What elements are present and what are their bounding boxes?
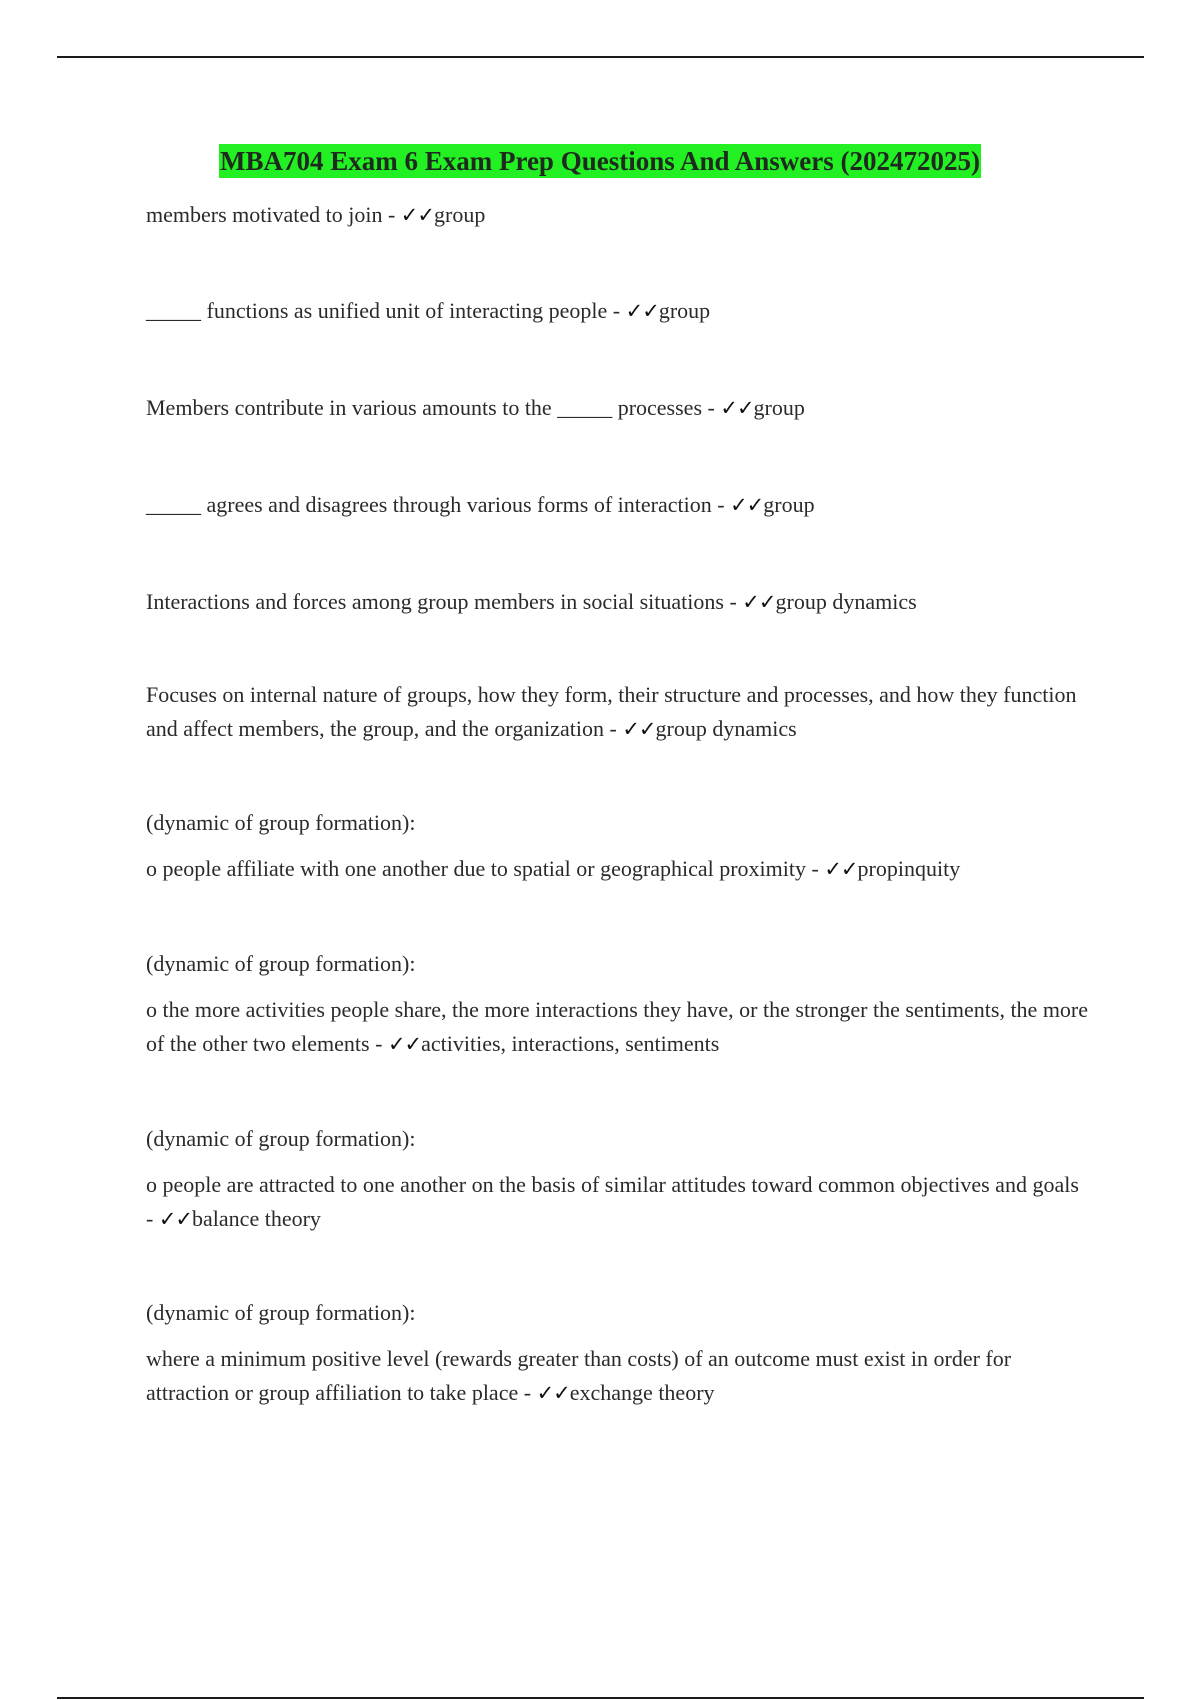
question-text: o people affiliate with one another due to spatial or geographical proximity [146, 856, 806, 881]
question-text: Members contribute in various amounts to the _____ processes [146, 395, 703, 420]
qa-line [146, 1168, 1090, 1236]
question-text: o the more activities people share, the more interactions they have, or the stronger the sentiments, the more of the other two elements [146, 997, 1089, 1056]
double-check-icon: ✓✓ [720, 396, 754, 420]
double-check-icon: ✓✓ [625, 299, 659, 323]
answer-text: group dynamics [775, 589, 917, 614]
qa-line [146, 198, 1090, 232]
qa-line [146, 1342, 1090, 1410]
separator: - [382, 202, 401, 227]
double-check-icon: ✓✓ [730, 493, 764, 517]
question-text: where a minimum positive level (rewards greater than costs) of an outcome must exist in order for attraction or group affiliation to take place [146, 1346, 1012, 1405]
double-check-icon: ✓✓ [622, 717, 656, 741]
double-check-icon: ✓✓ [400, 203, 434, 227]
separator: - [723, 589, 743, 614]
question-text: Focuses on internal nature of groups, how they form, their structure and processes, and how they function and affect members, the group, and the organization [146, 682, 1077, 741]
qa-item-3 [146, 391, 1090, 425]
document-title: MBA704 Exam 6 Exam Prep Questions And Answers (202472025) [219, 146, 981, 176]
qa-item-1 [146, 198, 1090, 232]
qa-item-8 [146, 947, 1090, 1061]
qa-item-2 [146, 294, 1090, 328]
double-check-icon: ✓✓ [387, 1032, 422, 1056]
qa-line [146, 993, 1090, 1061]
section-heading: (dynamic of group formation): [146, 951, 416, 976]
qa-item-4 [146, 488, 1090, 522]
qa-line [146, 488, 1090, 522]
separator: - [603, 716, 623, 741]
qa-item-5 [146, 585, 1090, 619]
separator: - [711, 492, 731, 517]
separator: - [607, 298, 626, 323]
separator: - [369, 1031, 388, 1056]
answer-text: propinquity [857, 856, 961, 881]
separator: - [806, 856, 825, 881]
section-heading: (dynamic of group formation): [146, 810, 416, 835]
answer-text: group [658, 298, 711, 323]
section-heading: (dynamic of group formation): [146, 1126, 416, 1151]
double-check-icon: ✓✓ [158, 1207, 193, 1231]
qa-line [146, 678, 1090, 746]
qa-item-6 [146, 678, 1090, 746]
section-heading: (dynamic of group formation): [146, 1300, 416, 1325]
qa-item-10 [146, 1296, 1090, 1410]
question-text: Interactions and forces among group members in social situations [146, 589, 724, 614]
header-rule [57, 56, 1144, 58]
qa-line [146, 585, 1090, 619]
double-check-icon: ✓✓ [824, 857, 858, 881]
separator: - [702, 395, 721, 420]
double-check-icon: ✓✓ [536, 1381, 570, 1405]
question-text: members motivated to join [146, 202, 383, 227]
separator: - [518, 1380, 537, 1405]
answer-text: group [753, 395, 805, 420]
answer-text: group [763, 492, 815, 517]
answer-text: exchange theory [569, 1380, 715, 1405]
double-check-icon: ✓✓ [742, 590, 776, 614]
question-text: _____ agrees and disagrees through various forms of interaction [146, 492, 712, 517]
question-text: o people are attracted to one another on the basis of similar attitudes toward common objectives and goals [146, 1172, 1079, 1197]
qa-item-9 [146, 1122, 1090, 1236]
title-container [0, 144, 1200, 178]
question-text: _____ functions as unified unit of interacting people [146, 298, 608, 323]
qa-line [146, 852, 1090, 886]
answer-text: activities, interactions, sentiments [421, 1031, 720, 1056]
qa-line [146, 391, 1090, 425]
separator: - [146, 1206, 159, 1231]
answer-text: balance theory [192, 1206, 321, 1231]
qa-line [146, 294, 1090, 328]
qa-item-7 [146, 806, 1090, 886]
answer-text: group dynamics [655, 716, 797, 741]
footer-rule [57, 1697, 1144, 1699]
answer-text: group [434, 202, 486, 227]
